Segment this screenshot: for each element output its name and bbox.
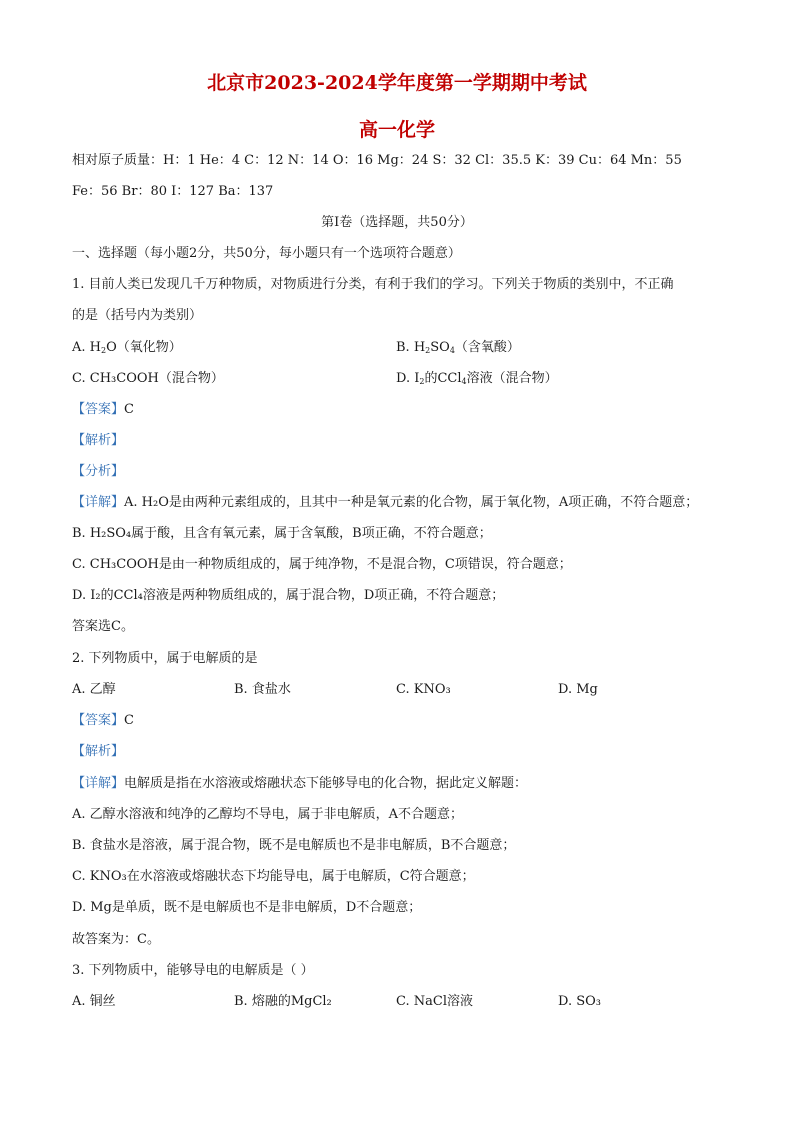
q2-detail-b: B. 食盐水是溶液，属于混合物，既不是电解质也不是非电解质，B不合题意； (72, 838, 516, 853)
q1-option-a: A. $H_2O$（氧化物） (72, 340, 182, 355)
q2-conclusion: 故答案为：C。 (72, 932, 160, 947)
q2-analysis-tag: 【解析】 (72, 744, 125, 759)
q1-detail-a: 【详解】A. H₂O是由两种元素组成的，且其中一种是氧元素的化合物，属于氧化物，A项正确，不符合题意； (72, 495, 699, 510)
detail-tag: 【详解】 (72, 495, 125, 510)
q1-conclusion: 答案选C。 (72, 619, 134, 634)
q3-option-a: A. 铜丝 (72, 994, 116, 1009)
q2-detail-c: C. KNO₃在水溶液或熔融状态下均能导电，属于电解质，C符合题意； (72, 869, 475, 884)
section-title: 第Ⅰ卷（选择题，共50分） (321, 215, 473, 230)
q3-option-d: D. SO₃ (558, 994, 601, 1009)
q2-detail-a: A. 乙醇水溶液和纯净的乙醇均不导电，属于非电解质，A不合题意； (72, 807, 464, 822)
q1-fenxi-tag: 【分析】 (72, 464, 125, 479)
q3-option-b: B. 熔融的MgCl₂ (234, 994, 332, 1009)
q1-stem-line-2: 的是（括号内为类别） (72, 308, 203, 323)
q3-option-c: C. NaCl溶液 (396, 994, 473, 1009)
q2-answer: 【答案】C (72, 713, 134, 728)
exam-title: 北京市2023-2024学年度第一学期期中考试 (207, 72, 587, 94)
atomic-mass-line-1: 相对原子质量：H：1 He：4 C：12 N：14 O：16 Mg：24 S：32 Cl：35.5 K：39 Cu：64 Mn：55 (72, 153, 682, 168)
q2-option-d: D. Mg (558, 682, 598, 697)
q1-detail-c: C. CH₃COOH是由一种物质组成的，属于纯净物，不是混合物，C项错误，符合题意； (72, 557, 572, 572)
q1-detail-d: D. I₂的CCl₄溶液是两种物质组成的，属于混合物，D项正确，不符合题意； (72, 588, 505, 603)
q2-detail-d: D. Mg是单质，既不是电解质也不是非电解质，D不合题意； (72, 900, 422, 915)
q2-option-a: A. 乙醇 (72, 682, 116, 697)
q2-stem: 2. 下列物质中，属于电解质的是 (72, 651, 258, 666)
q3-stem: 3. 下列物质中，能够导电的电解质是（ ） (72, 963, 314, 978)
section-instruction: 一、选择题（每小题2分，共50分，每小题只有一个选项符合题意） (72, 246, 461, 261)
q1-stem-line-1: 1. 目前人类已发现几千万种物质，对物质进行分类，有利于我们的学习。下列关于物质的类别中，不正确 (72, 277, 674, 292)
q2-option-b: B. 食盐水 (234, 682, 291, 697)
q1-option-c: C. CH₃COOH（混合物） (72, 371, 224, 386)
q1-option-b: B. $H_2SO_4$（含氧酸） (396, 340, 520, 355)
q1-analysis-tag: 【解析】 (72, 433, 125, 448)
q1-answer: 【答案】C (72, 402, 134, 417)
q2-detail-intro: 【详解】电解质是指在水溶液或熔融状态下能够导电的化合物，据此定义解题： (72, 776, 528, 791)
q1-detail-b: B. H₂SO₄属于酸，且含有氧元素，属于含氧酸，B项正确，不符合题意； (72, 526, 492, 541)
exam-subject: 高一化学 (358, 119, 435, 141)
q1-option-d: D. $I_2$的CCl$_4$溶液（混合物） (396, 371, 558, 386)
answer-tag: 【答案】 (72, 402, 125, 417)
atomic-mass-line-2: Fe：56 Br：80 I：127 Ba：137 (72, 184, 274, 199)
q2-option-c: C. KNO₃ (396, 682, 451, 697)
